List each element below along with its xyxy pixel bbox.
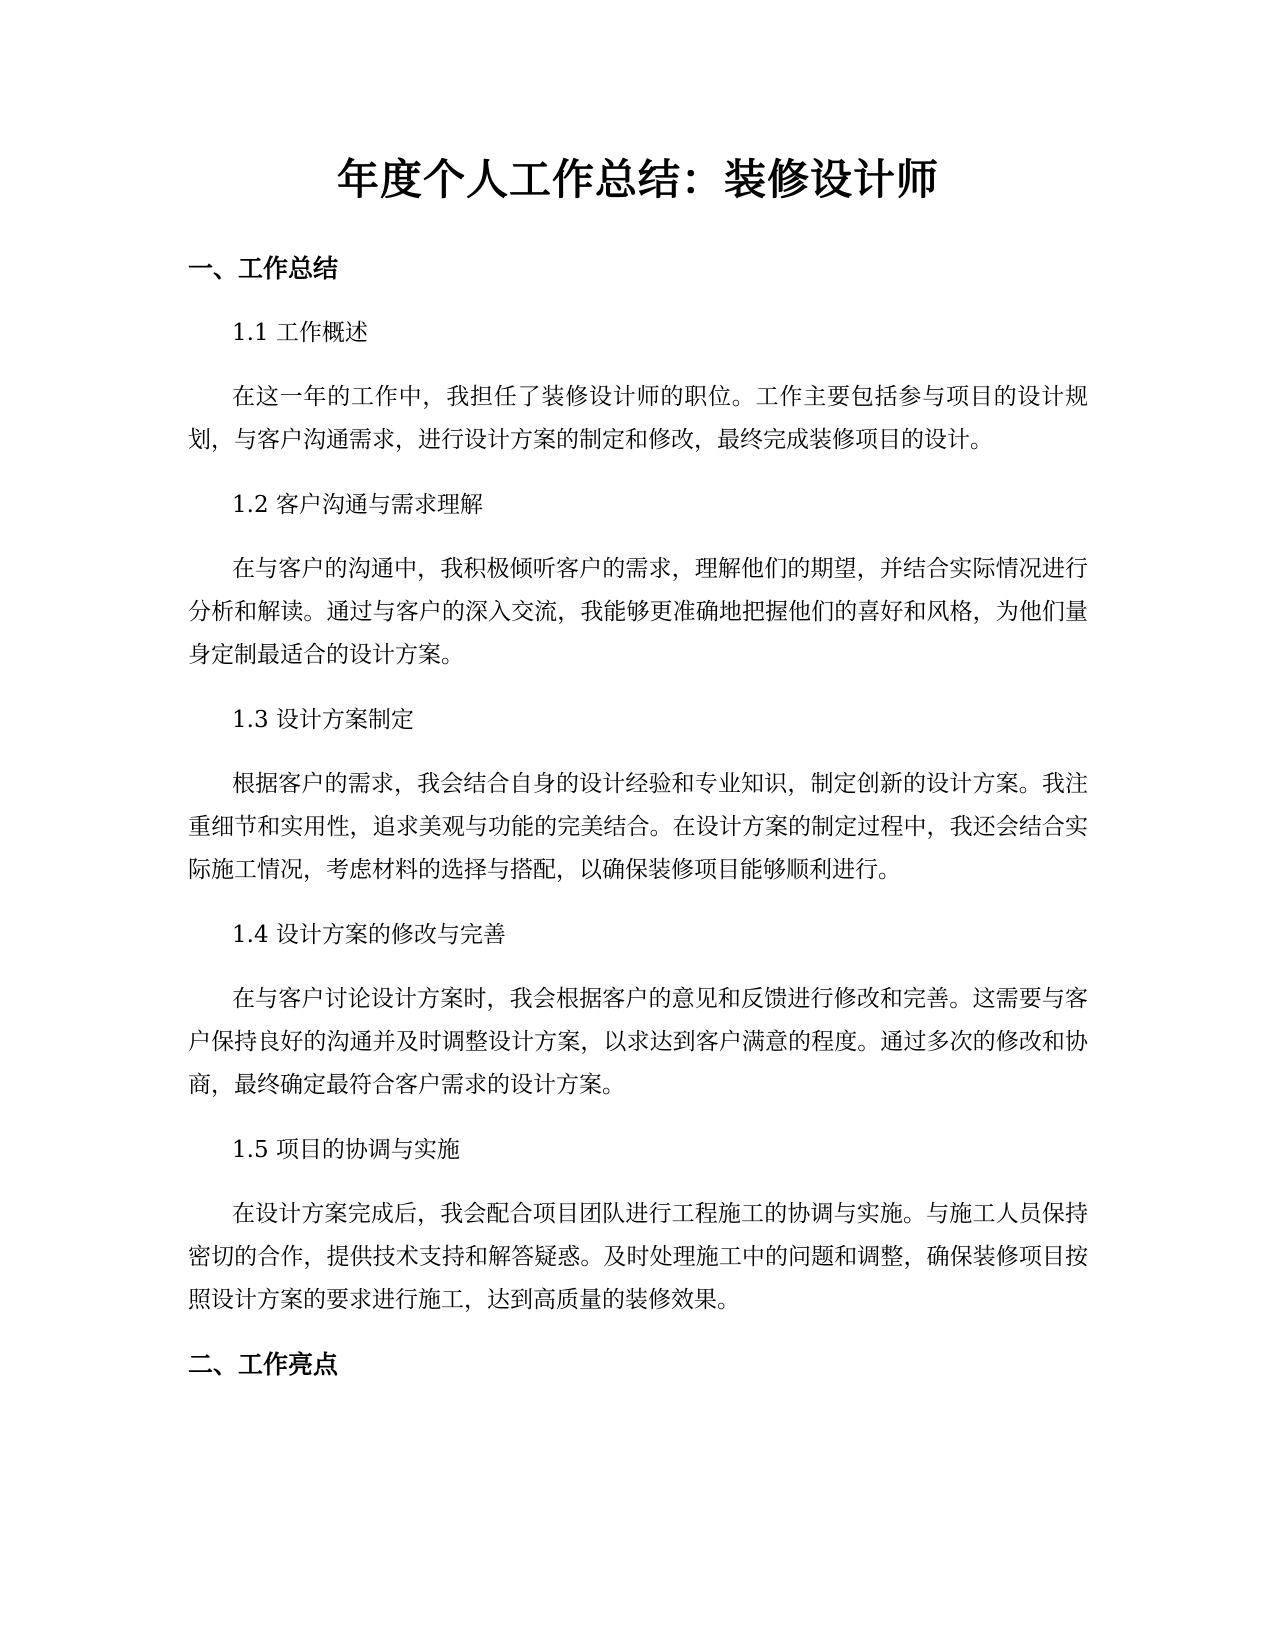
paragraph-1-4: 在与客户讨论设计方案时，我会根据客户的意见和反馈进行修改和完善。这需要与客户保持良好的沟通并及时调整设计方案，以求达到客户满意的程度。通过多次的修改和协商，最终确定最符合客户需求的设计方案。 [188, 986, 1088, 1098]
subsection-heading-1-4: 1.4 设计方案的修改与完善 [232, 922, 506, 948]
document-title: 年度个人工作总结：装修设计师 [336, 155, 939, 204]
paragraph-1-2: 在与客户的沟通中，我积极倾听客户的需求，理解他们的期望，并结合实际情况进行分析和解读。通过与客户的深入交流，我能够更准确地把握他们的喜好和风格，为他们量身定制最适合的设计方案。 [188, 556, 1088, 668]
subsection-heading-1-3: 1.3 设计方案制定 [232, 707, 414, 733]
subsection-heading-1-1: 1.1 工作概述 [232, 320, 368, 346]
paragraph-1-1: 在这一年的工作中，我担任了装修设计师的职位。工作主要包括参与项目的设计规划，与客户沟通需求，进行设计方案的制定和修改，最终完成装修项目的设计。 [188, 384, 1088, 453]
document-body [188, 148, 1088, 1410]
section-heading-work-summary: 一、工作总结 [188, 254, 339, 283]
paragraph-1-5: 在设计方案完成后，我会配合项目团队进行工程施工的协调与实施。与施工人员保持密切的合作，提供技术支持和解答疑惑。及时处理施工中的问题和调整，确保装修项目按照设计方案的要求进行施工，达到高质量的装修效果。 [188, 1201, 1088, 1313]
paragraph-1-3: 根据客户的需求，我会结合自身的设计经验和专业知识，制定创新的设计方案。我注重细节和实用性，追求美观与功能的完美结合。在设计方案的制定过程中，我还会结合实际施工情况，考虑材料的选择与搭配，以确保装修项目能够顺利进行。 [188, 771, 1088, 883]
subsection-heading-1-5: 1.5 项目的协调与实施 [232, 1137, 460, 1163]
subsection-heading-1-2: 1.2 客户沟通与需求理解 [232, 492, 483, 518]
section-heading-work-highlights: 二、工作亮点 [188, 1350, 339, 1379]
